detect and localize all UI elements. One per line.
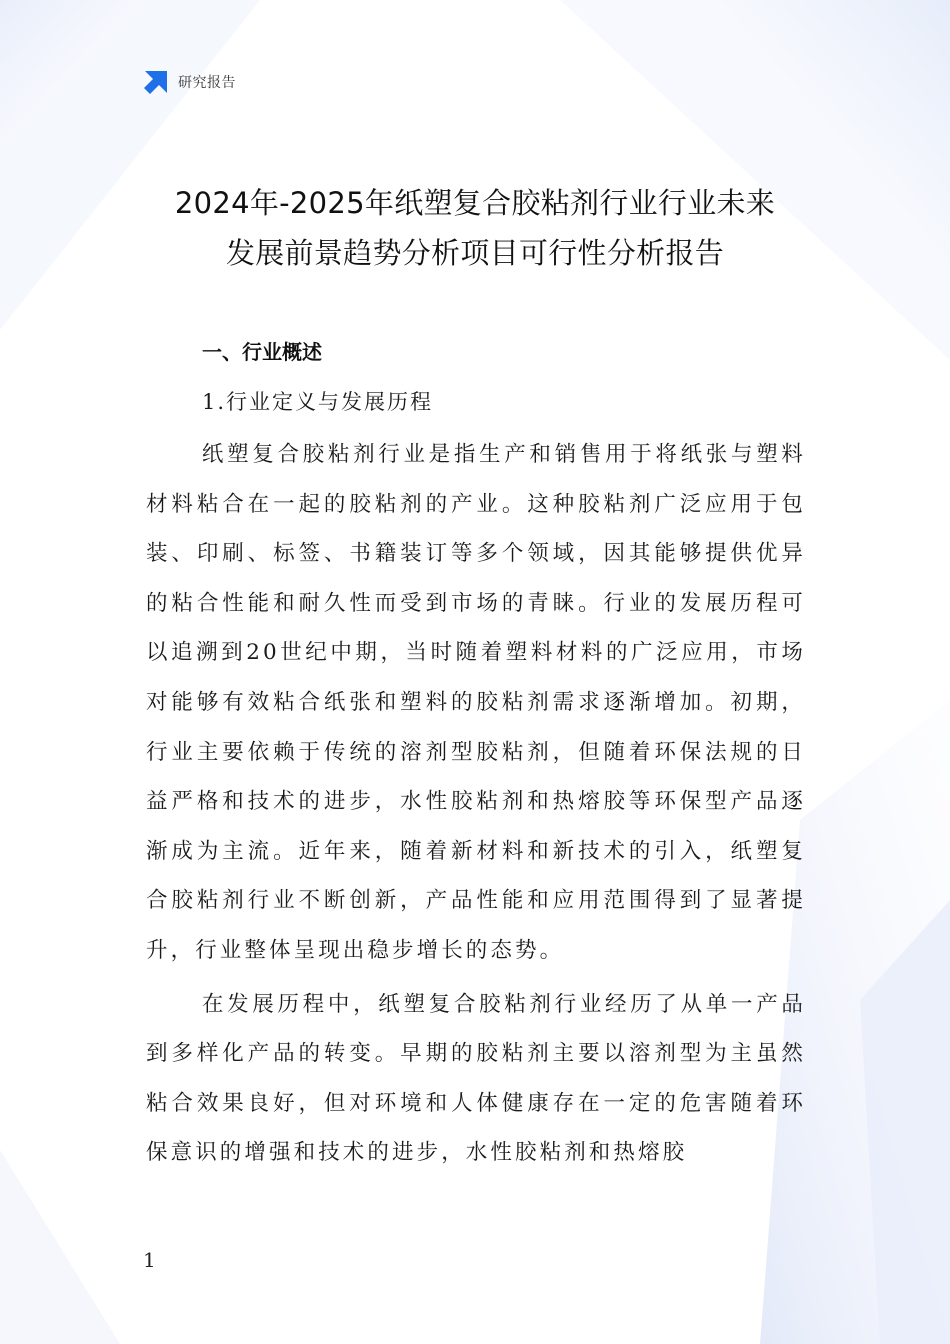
report-header	[143, 68, 236, 96]
document-title	[100, 178, 850, 278]
section-subheading: 1.行业定义与发展历程	[202, 390, 434, 414]
arrow-up-right-icon	[143, 69, 169, 95]
title-line-1: 2024年-2025年纸塑复合胶粘剂行业行业未来	[174, 186, 776, 220]
page-number: 1	[143, 1248, 156, 1272]
body-paragraph-1: 纸塑复合胶粘剂行业是指生产和销售用于将纸张与塑料材料粘合在一起的胶粘剂的产业。这种胶粘剂广泛应用于包装、印刷、标签、书籍装订等多个领域，因其能够提供优异的粘合性能和耐久性而受到市场的青睐。行业的发展历程可以追溯到20世纪中期，当时随着塑料材料的广泛应用，市场对能够有效粘合纸张和塑料的胶粘剂需求逐渐增加。初期，行业主要依赖于传统的溶剂型胶粘剂，但随着环保法规的日益严格和技术的进步，水性胶粘剂和热熔胶等环保型产品逐渐成为主流。近年来，随着新材料和新技术的引入，纸塑复合胶粘剂行业不断创新，产品性能和应用范围得到了显著提升，行业整体呈现出稳步增长的态势。	[146, 442, 806, 963]
body-paragraph-2: 在发展历程中，纸塑复合胶粘剂行业经历了从单一产品到多样化产品的转变。早期的胶粘剂主要以溶剂型为主虽然粘合效果良好，但对环境和人体健康存在一定的危害随着环保意识的增强和技术的进步，水性胶粘剂和热熔胶	[146, 991, 806, 1166]
header-label: 研究报告	[178, 75, 236, 91]
title-line-2: 发展前景趋势分析项目可行性分析报告	[225, 236, 725, 270]
document-body	[146, 330, 806, 1178]
section-heading: 一、行业概述	[202, 340, 322, 364]
